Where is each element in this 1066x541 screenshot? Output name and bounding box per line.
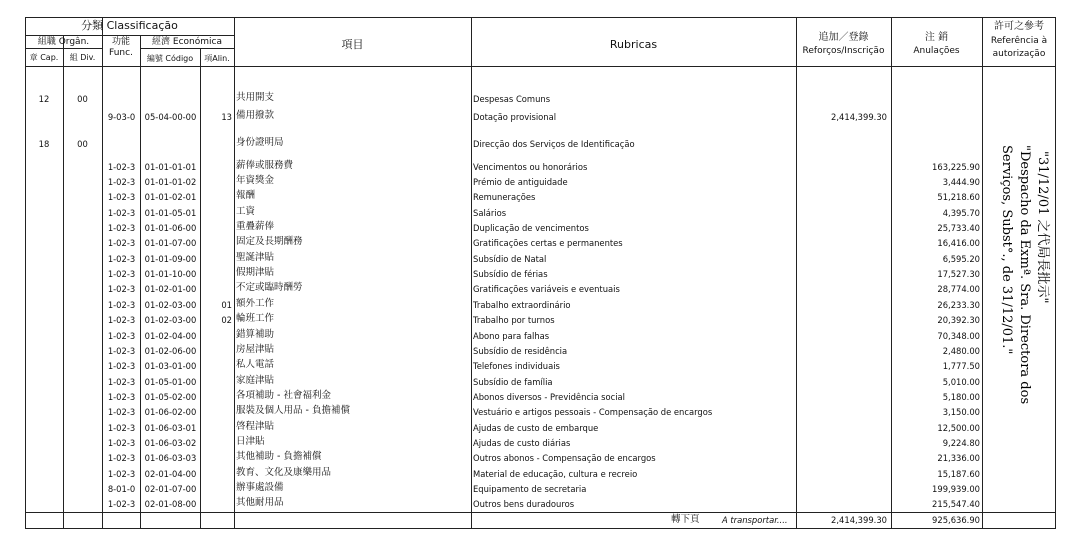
cell-anulacoes: 9,224.80: [942, 438, 980, 448]
cell-rubrica: Outros bens duradouros: [473, 499, 575, 509]
cell-item-zh: 假期津貼: [236, 267, 275, 278]
cell-anulacoes: 15,187.60: [937, 469, 980, 479]
cell-rubrica: Subsídio de férias: [473, 269, 548, 279]
cell-item-zh: 各項補助 - 社會福利金: [236, 390, 331, 401]
authorization-note: [973, 145, 1053, 445]
cell-func: 1-02-3: [107, 177, 136, 187]
header-cap: 章 Cap.: [29, 53, 59, 62]
cell-rubrica: Subsídio de família: [473, 377, 553, 387]
cell-rubrica: Remunerações: [473, 192, 536, 202]
cell-item-zh: 輪班工作: [236, 313, 275, 324]
cell-code: 01-01-01-01: [144, 162, 197, 172]
cell-func: 1-02-3: [107, 315, 136, 325]
cell-item-zh: 薪俸或服務費: [236, 160, 294, 171]
cell-anulacoes: 5,180.00: [942, 392, 980, 402]
cell-func: 1-02-3: [107, 192, 136, 202]
cell-rubrica: Direcção dos Serviços de Identificação: [473, 139, 635, 149]
col-divider: [234, 17, 235, 529]
cell-item-zh: 固定及長期酬務: [236, 236, 303, 247]
header-rule: [25, 35, 234, 36]
cell-item-zh: 聖誕津貼: [236, 252, 275, 263]
header-codigo: 編號 Código: [146, 54, 194, 63]
cell-item-zh: 私人電話: [236, 359, 275, 370]
header-referencia-zh: 許可之參考: [994, 21, 1044, 32]
cell-func: 1-02-3: [107, 331, 136, 341]
cell-func: 1-02-3: [107, 346, 136, 356]
header-rubricas: Rubricas: [609, 38, 658, 51]
cell-anulacoes: 25,733.40: [937, 223, 980, 233]
cell-anulacoes: 28,774.00: [937, 284, 980, 294]
footer-label-zh: 轉下頁: [671, 514, 700, 525]
cell-func: 1-02-3: [107, 499, 136, 509]
cell-item-zh: 其他補助 - 負擔補償: [236, 451, 322, 462]
cell-anulacoes: 12,500.00: [937, 423, 980, 433]
cell-func: 1-02-3: [107, 162, 136, 172]
cell-code: 05-04-00-00: [144, 112, 197, 122]
cell-code: 01-01-05-01: [144, 208, 197, 218]
cell-anulacoes: 17,527.30: [937, 269, 980, 279]
cell-func: 1-02-3: [107, 223, 136, 233]
header-item: 項目: [341, 38, 364, 51]
cell-item-zh: 年資獎金: [236, 175, 275, 186]
cell-func: 1-02-3: [107, 438, 136, 448]
cell-item-zh: 其他耐用品: [236, 497, 284, 508]
cell-func: 1-02-3: [107, 469, 136, 479]
cell-rubrica: Abonos diversos - Previdência social: [473, 392, 625, 402]
cell-code: 01-02-06-00: [144, 346, 197, 356]
header-classificacao: 分類 Classificação: [81, 19, 178, 32]
cell-rubrica: Gratificações variáveis e eventuais: [473, 284, 620, 294]
cell-anulacoes: 3,150.00: [942, 407, 980, 417]
authorization-line-3: Serviços, Subst°., de 31/12/01.": [999, 145, 1014, 355]
cell-code: 01-01-06-00: [144, 223, 197, 233]
footer-total-reforcos: 2,414,399.30: [831, 515, 887, 525]
cell-code: 01-06-03-02: [144, 438, 197, 448]
cell-anulacoes: 16,416.00: [937, 238, 980, 248]
cell-alinea: 02: [221, 315, 232, 325]
cell-func: 1-02-3: [107, 407, 136, 417]
cell-div: 00: [77, 94, 88, 104]
cell-code: 01-02-03-00: [144, 315, 197, 325]
cell-func: 1-02-3: [107, 208, 136, 218]
header-anulacoes-zh: 注 銷: [924, 32, 949, 43]
cell-item-zh: 工資: [236, 206, 256, 217]
cell-anulacoes: 20,392.30: [937, 315, 980, 325]
cell-anulacoes: 21,336.00: [937, 453, 980, 463]
cell-code: 01-05-02-00: [144, 392, 197, 402]
cell-func: 1-02-3: [107, 392, 136, 402]
cell-code: 01-02-01-00: [144, 284, 197, 294]
cell-rubrica: Salários: [473, 208, 507, 218]
cell-code: 02-01-07-00: [144, 484, 197, 494]
cell-anulacoes: 1,777.50: [942, 361, 980, 371]
header-rule: [25, 66, 1056, 67]
col-divider: [796, 17, 797, 529]
cell-func: 1-02-3: [107, 284, 136, 294]
cell-item-zh: 身份證明局: [236, 137, 284, 148]
header-div: 組 Div.: [69, 53, 96, 62]
footer-total-anulacoes: 925,636.90: [932, 515, 980, 525]
cell-item-zh: 日津貼: [236, 436, 265, 447]
cell-alinea: 13: [221, 112, 232, 122]
cell-func: 1-02-3: [107, 377, 136, 387]
col-divider: [63, 35, 64, 529]
cell-anulacoes: 2,480.00: [942, 346, 980, 356]
cell-rubrica: Duplicação de vencimentos: [473, 223, 589, 233]
cell-rubrica: Abono para falhas: [473, 331, 550, 341]
header-funcional-pt: Func.: [109, 48, 133, 58]
authorization-line-2: "Despacho da Exmª. Sra. Directora dos: [1017, 145, 1032, 405]
cell-anulacoes: 163,225.90: [932, 162, 980, 172]
cell-func: 1-02-3: [107, 453, 136, 463]
cell-rubrica: Material de educação, cultura e recreio: [473, 469, 638, 479]
cell-item-zh: 服裝及個人用品 - 負擔補償: [236, 405, 350, 416]
cell-rubrica: Vestuário e artigos pessoais - Compensação de encargos: [473, 407, 713, 417]
cell-item-zh: 額外工作: [236, 298, 275, 309]
cell-item-zh: 不定或臨時酬勞: [236, 282, 303, 293]
cell-div: 00: [77, 139, 88, 149]
header-referencia-pt2: autorização: [992, 49, 1046, 59]
cell-code: 01-01-09-00: [144, 254, 197, 264]
authorization-line-1: "31/12/01 之代局長批示": [1035, 151, 1050, 304]
cell-rubrica: Ajudas de custo de embarque: [473, 423, 599, 433]
cell-rubrica: Trabalho extraordinário: [473, 300, 571, 310]
cell-item-zh: 教育、文化及康樂用品: [236, 467, 332, 478]
cell-code: 01-01-02-01: [144, 192, 197, 202]
cell-anulacoes: 51,218.60: [937, 192, 980, 202]
cell-code: 01-06-03-03: [144, 453, 197, 463]
cell-anulacoes: 6,595.20: [942, 254, 980, 264]
header-anulacoes-pt: Anulações: [913, 46, 960, 56]
header-referencia-pt1: Referência à: [990, 36, 1048, 46]
cell-anulacoes: 26,233.30: [937, 300, 980, 310]
cell-item-zh: 房屋津貼: [236, 344, 275, 355]
header-funcional-zh: 功能: [111, 37, 130, 47]
cell-anulacoes: 199,939.00: [932, 484, 980, 494]
cell-anulacoes: 5,010.00: [942, 377, 980, 387]
col-divider: [471, 17, 472, 529]
cell-item-zh: 報酬: [236, 190, 256, 201]
header-rule: [140, 48, 234, 49]
cell-code: 01-06-02-00: [144, 407, 197, 417]
cell-item-zh: 共用開支: [236, 92, 275, 103]
cell-code: 01-06-03-01: [144, 423, 197, 433]
cell-alinea: 01: [221, 300, 232, 310]
header-alinea: 項Alin.: [204, 54, 230, 63]
budget-sheet: [25, 17, 1056, 529]
header-organica: 組職 Orgân.: [37, 37, 90, 47]
cell-func: 1-02-3: [107, 269, 136, 279]
cell-reforcos: 2,414,399.30: [831, 112, 887, 122]
cell-code: 01-01-10-00: [144, 269, 197, 279]
header-rule: [25, 48, 102, 49]
footer-label-pt: A transportar....: [722, 515, 788, 525]
cell-code: 01-05-01-00: [144, 377, 197, 387]
cell-anulacoes: 70,348.00: [937, 331, 980, 341]
cell-cap: 12: [38, 94, 50, 104]
cell-rubrica: Subsídio de residência: [473, 346, 568, 356]
cell-rubrica: Vencimentos ou honorários: [473, 162, 588, 172]
cell-item-zh: 備用撥款: [236, 110, 275, 121]
cell-rubrica: Despesas Comuns: [473, 94, 551, 104]
cell-func: 9-03-0: [107, 112, 136, 122]
cell-cap: 18: [38, 139, 50, 149]
cell-func: 1-02-3: [107, 423, 136, 433]
cell-anulacoes: 4,395.70: [942, 208, 980, 218]
cell-rubrica: Prémio de antiguidade: [473, 177, 568, 187]
cell-func: 1-02-3: [107, 254, 136, 264]
cell-rubrica: Gratificações certas e permanentes: [473, 238, 623, 248]
cell-func: 1-02-3: [107, 361, 136, 371]
cell-rubrica: Telefones individuais: [473, 361, 560, 371]
cell-code: 01-01-01-02: [144, 177, 197, 187]
cell-item-zh: 錯算補助: [236, 329, 275, 340]
cell-code: 01-01-07-00: [144, 238, 197, 248]
cell-func: 1-02-3: [107, 238, 136, 248]
cell-item-zh: 啓程津貼: [236, 421, 275, 432]
cell-code: 02-01-08-00: [144, 499, 197, 509]
cell-rubrica: Outros abonos - Compensação de encargos: [473, 453, 656, 463]
header-reforcos-zh: 追加／登錄: [818, 32, 869, 43]
footer-rule: [25, 512, 1056, 513]
cell-code: 01-03-01-00: [144, 361, 197, 371]
cell-item-zh: 重疊薪俸: [236, 221, 275, 232]
header-economica: 經濟 Económica: [152, 37, 222, 47]
cell-code: 01-02-04-00: [144, 331, 197, 341]
cell-anulacoes: 215,547.40: [932, 499, 980, 509]
cell-anulacoes: 3,444.90: [942, 177, 980, 187]
cell-func: 8-01-0: [107, 484, 136, 494]
cell-item-zh: 家庭津貼: [236, 375, 275, 386]
cell-rubrica: Trabalho por turnos: [473, 315, 555, 325]
cell-code: 01-02-03-00: [144, 300, 197, 310]
cell-rubrica: Subsídio de Natal: [473, 254, 547, 264]
cell-func: 1-02-3: [107, 300, 136, 310]
cell-rubrica: Ajudas de custo diárias: [473, 438, 571, 448]
cell-rubrica: Dotação provisional: [473, 112, 557, 122]
cell-code: 02-01-04-00: [144, 469, 197, 479]
cell-rubrica: Equipamento de secretaria: [473, 484, 587, 494]
header-reforcos-pt: Reforços/Inscrição: [802, 46, 885, 56]
cell-item-zh: 辦事處設備: [236, 482, 284, 493]
